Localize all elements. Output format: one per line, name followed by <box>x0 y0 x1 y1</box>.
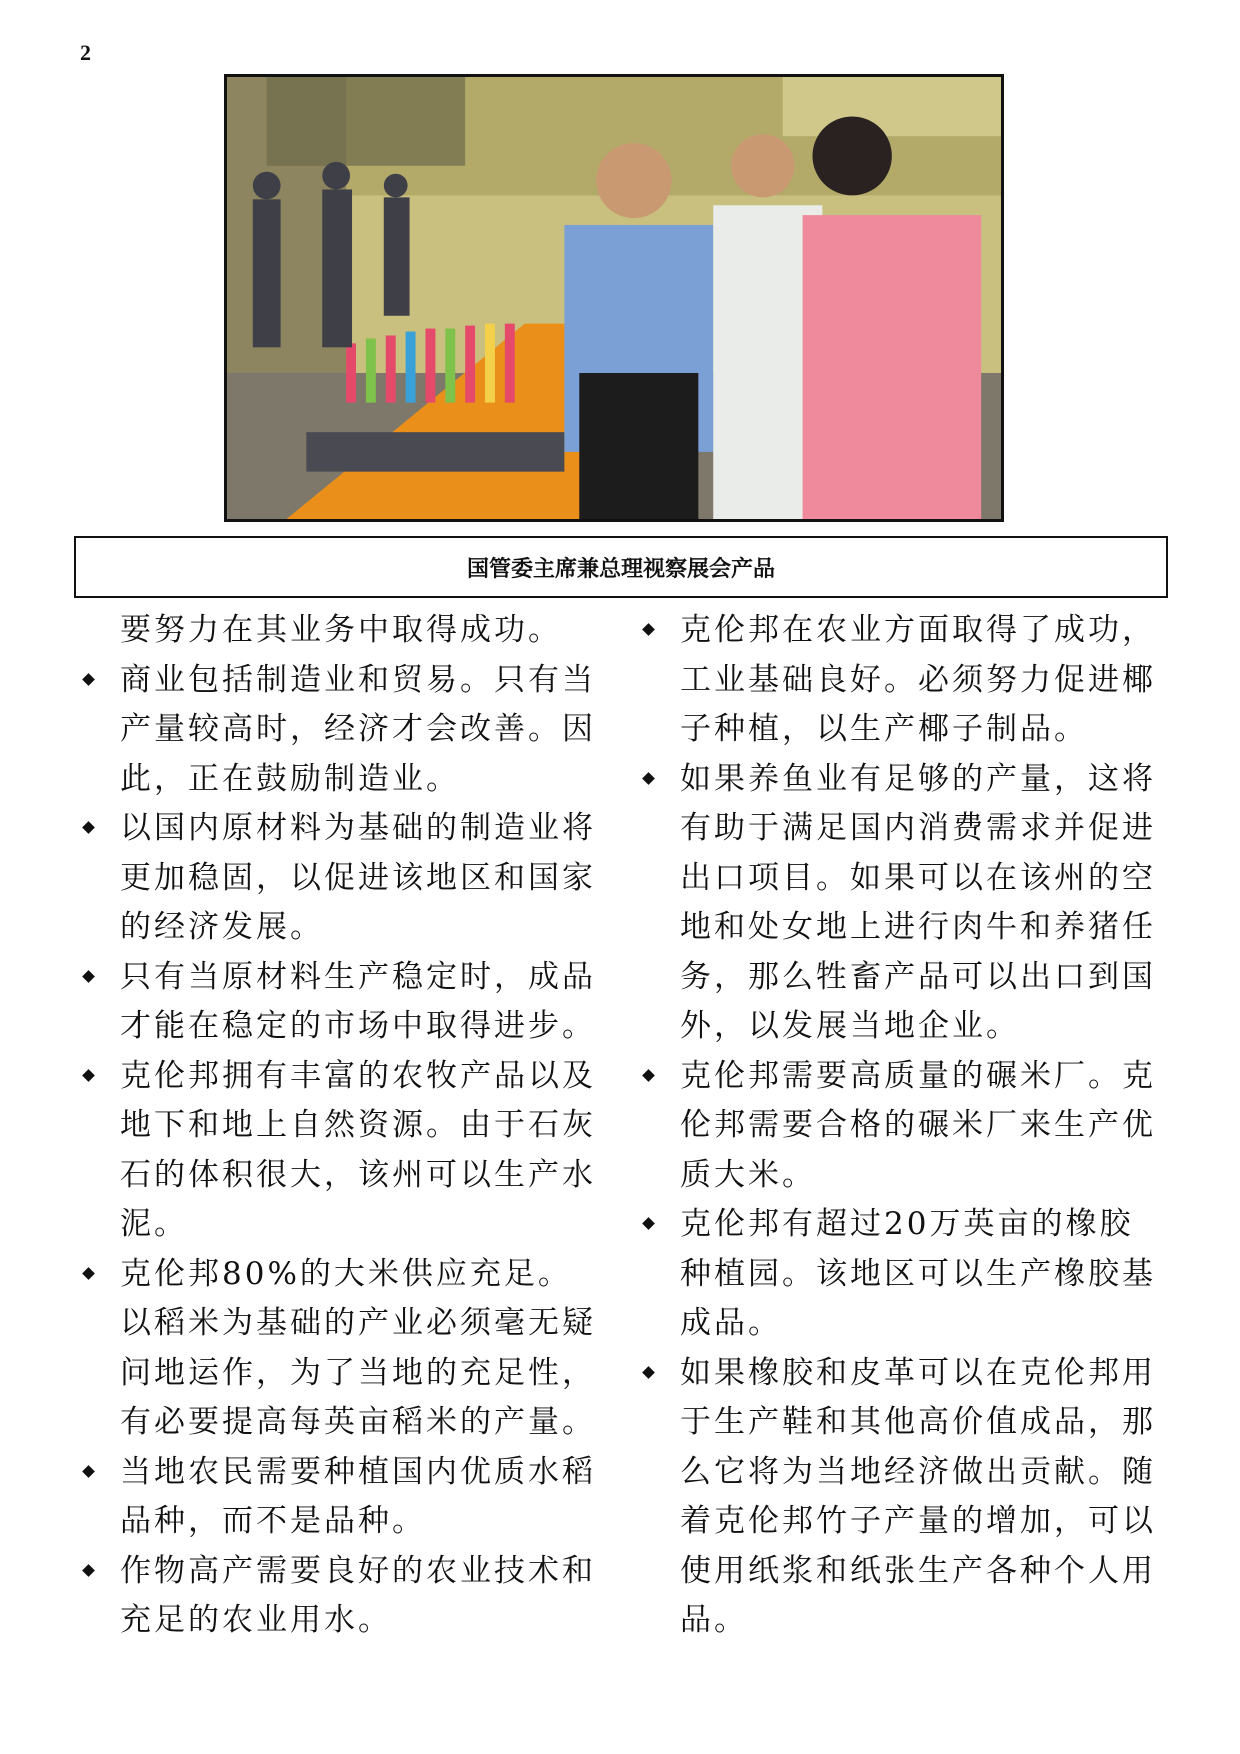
bullet-diamond-icon <box>642 1366 655 1379</box>
paragraph-text: 商业包括制造业和贸易。只有当产量较高时，经济才会改善。因此，正在鼓励制造业。 <box>120 661 596 797</box>
paragraph-text: 克伦邦80%的大米供应充足。以稻米为基础的产业必须毫无疑问地运作，为了当地的充足性，有必要提高每英亩稻米的产量。 <box>120 1255 596 1440</box>
paragraph-text: 克伦邦有超过20万英亩的橡胶种植园。该地区可以生产橡胶基成品。 <box>680 1206 1156 1341</box>
bullet-diamond-icon <box>642 772 655 785</box>
bullet-diamond-icon <box>642 1069 655 1082</box>
bullet-diamond-icon <box>82 1267 95 1280</box>
paragraph <box>640 1052 1160 1201</box>
paragraph <box>640 755 1160 1052</box>
paragraph <box>80 656 600 805</box>
page-number: 2 <box>80 40 91 65</box>
bullet-diamond-icon <box>82 970 95 983</box>
paragraph-text: 要努力在其业务中取得成功。 <box>120 612 562 648</box>
bullet-diamond-icon <box>82 1465 95 1478</box>
bullet-diamond-icon <box>82 1069 95 1082</box>
paragraph-text: 克伦邦需要高质量的碾米厂。克伦邦需要合格的碾米厂来生产优质大米。 <box>680 1057 1156 1193</box>
right-column <box>640 606 1160 1646</box>
bullet-diamond-icon <box>642 623 655 636</box>
paragraph <box>80 1448 600 1547</box>
paragraph-text: 克伦邦拥有丰富的农牧产品以及地下和地上自然资源。由于石灰石的体积很大，该州可以生产水泥。 <box>120 1057 596 1242</box>
photo-caption: 国管委主席兼总理视察展会产品 <box>74 536 1168 598</box>
exhibition-photo-illustration <box>227 77 1001 519</box>
left-column <box>80 606 600 1646</box>
paragraph-text: 只有当原材料生产稳定时，成品才能在稳定的市场中取得进步。 <box>120 958 596 1044</box>
paragraph <box>80 1547 600 1646</box>
paragraph <box>640 606 1160 755</box>
paragraph <box>80 953 600 1052</box>
paragraph <box>640 1349 1160 1646</box>
bullet-diamond-icon <box>82 673 95 686</box>
paragraph <box>80 804 600 953</box>
paragraph-text: 以国内原材料为基础的制造业将更加稳固，以促进该地区和国家的经济发展。 <box>120 810 596 945</box>
paragraph <box>640 1200 1160 1349</box>
bullet-diamond-icon <box>642 1217 655 1230</box>
paragraph <box>80 1250 600 1448</box>
paragraph <box>80 1052 600 1250</box>
paragraph-text: 克伦邦在农业方面取得了成功，工业基础良好。必须努力促进椰子种植，以生产椰子制品。 <box>680 612 1156 747</box>
bullet-diamond-icon <box>82 821 95 834</box>
paragraph-text: 作物高产需要良好的农业技术和充足的农业用水。 <box>120 1552 596 1638</box>
news-photo <box>224 74 1004 522</box>
paragraph <box>80 606 600 656</box>
bullet-diamond-icon <box>82 1564 95 1577</box>
paragraph-text: 如果养鱼业有足够的产量，这将有助于满足国内消费需求并促进出口项目。如果可以在该州的空地和处女地上进行肉牛和养猪任务，那么牲畜产品可以出口到国外，以发展当地企业。 <box>680 760 1156 1044</box>
paragraph-text: 当地农民需要种植国内优质水稻品种，而不是品种。 <box>120 1453 596 1539</box>
paragraph-text: 如果橡胶和皮革可以在克伦邦用于生产鞋和其他高价值成品，那么它将为当地经济做出贡献。随着克伦邦竹子产量的增加，可以使用纸浆和纸张生产各种个人用品。 <box>680 1354 1156 1638</box>
